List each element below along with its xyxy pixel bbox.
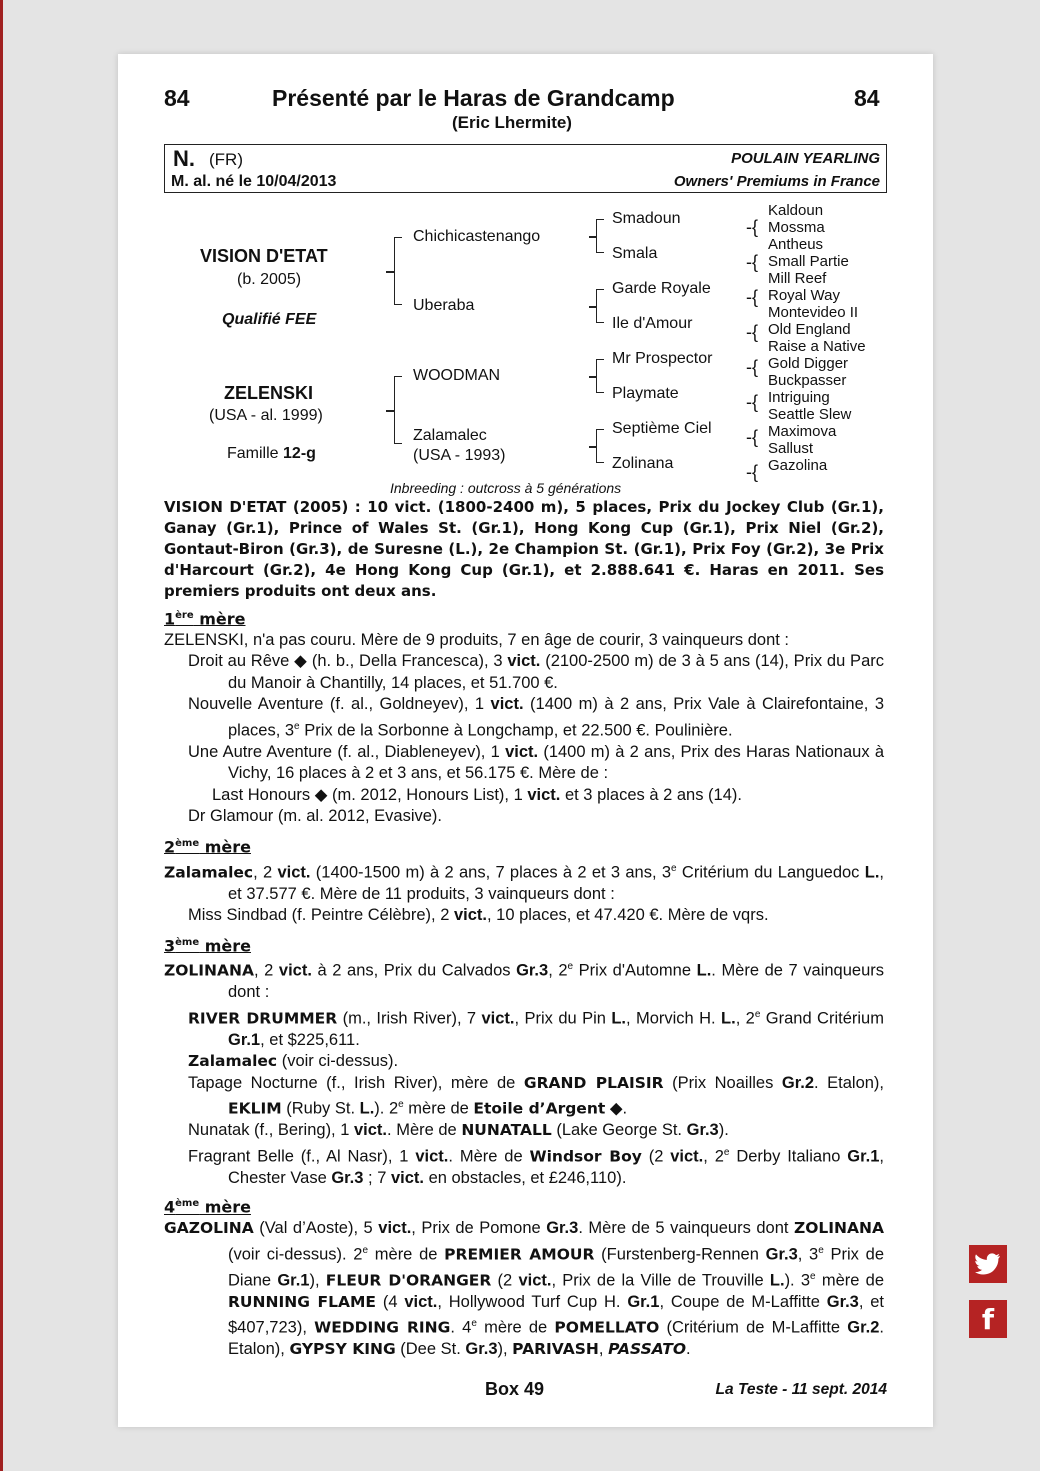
lot-number-left: 84	[164, 85, 190, 111]
facebook-icon: f	[981, 1303, 995, 1336]
gen4-1: Kaldoun	[768, 202, 824, 219]
gen4-4: Small Partie	[768, 253, 849, 270]
brace-g2-1	[596, 219, 604, 253]
gen4-3: Antheus	[768, 236, 824, 253]
dam-info: (USA - al. 1999)	[209, 407, 323, 424]
gen4-9: Raise a Native	[768, 338, 866, 355]
gen2-4: Zalamalec	[413, 427, 487, 444]
brace-g2-3	[596, 359, 604, 393]
gen4-5: Mill Reef	[768, 270, 827, 287]
gen2-1: Chichicastenango	[413, 228, 541, 245]
sire-summary: VISION D'ETAT (2005) : 10 vict. (1800-2400 m), 5 places, Prix du Jockey Club (Gr.1), Ganay (Gr.1), Prince of Wales St. (Gr.1), Hong Kong Cup (Gr.1), Prix Niel (Gr.2), Gontaut-Biron (Gr.3), de Suresne (L.), 2e Champion St. (Gr.1), Prix Foy (Gr.2), 3e Prix d'Harcourt (Gr.2), 4e Hong Kong Cup (Gr.1), et 2.888.641 €. Haras en 2011. Ses premiers produits ont deux ans.	[164, 498, 884, 600]
brace-g2-4-tick	[589, 446, 596, 448]
twitter-icon	[975, 1253, 1001, 1275]
gen4-10: Gold Digger	[768, 355, 849, 372]
section-1ere-mere: 1ère mère	[164, 609, 246, 629]
section-3eme-mere: 3ème mère	[164, 935, 251, 955]
horse-name: N.	[173, 146, 195, 171]
gen4-16: Gazolina	[768, 457, 828, 474]
family-label: Famille	[227, 445, 284, 462]
gen2-2: Uberaba	[413, 297, 475, 314]
section-2eme-mere: 2ème mère	[164, 837, 251, 857]
gen4-6: Royal Way	[768, 287, 840, 304]
catalogue-page	[118, 54, 933, 1427]
page-subtitle: (Eric Lhermite)	[452, 113, 572, 132]
horse-type: POULAIN YEARLING	[731, 150, 880, 167]
section-4eme-mere: 4ème mère	[164, 1197, 251, 1217]
brace-g2-4	[596, 429, 604, 463]
gen4-2: Mossma	[768, 219, 825, 236]
identity-box	[164, 144, 887, 193]
gen3-7: Septième Ciel	[612, 420, 712, 437]
gen4-7: Montevideo II	[768, 304, 859, 321]
brace-g2-1-tick	[589, 236, 596, 238]
brace-sire-tick	[386, 271, 394, 273]
gen3-6: Playmate	[612, 385, 679, 402]
gen4-12: Intriguing	[768, 389, 830, 406]
brace-g2-2-tick	[589, 306, 596, 308]
pedigree-narrative: 1ère mère ZELENSKI, n'a pas couru. Mère de 9 produits, 7 en âge de courir, 3 vainqueurs dont : Droit au Rêve ◆ (h. b., Della Francesca), 3 vict. (2100-2500 m) de 3 à 5 ans (14), Prix du Parc du Manoir à Chantilly, 14 places, et 51.700 €. Nouvelle Aventure (f. al., Goldneyev), 1 vict. (1400 m) à 2 ans, Prix Vale à Clairefontaine, 3 places, 3e Prix de la Sorbonne à Longchamp, et 22.500 €. Poulinière. Une Autre Aventure (f. al., Diableneyev), 1 vict. (1400 m) à 2 ans, Prix des Haras Nationaux à Vichy, 16 places à 2 et 3 ans, et 56.175 €. Mère de : Last Honours ◆ (m. 2012, Honours List), 1 vict. et 3 places à 2 ans (14). Dr Glamour (m. al. 2012, Evasive). 2ème mère Zalamalec, 2 vict. (1400-1500 m) à 2 ans, 7 places à 2 et 3 ans, 3e Critérium du Languedoc L., et 37.577 €. Mère de 11 produits, 3 vainqueurs dont : Miss Sindbad (f. Peintre Célèbre), 2 vict., 10 places, et 47.420 €. Mère de vqrs. 3ème mère ZOLINANA, 2 vict. à 2 ans, Prix du Calvados Gr.3, 2e Prix d'Automne L.. Mère de 7 vainqueurs dont : RIVER DRUMMER (m., Irish River), 7 vict., Prix du Pin L., Morvich H. L., 2e Grand Critérium Gr.1, et $225,611. Zalamalec (voir ci-dessus). Tapage Nocturne (f., Irish River), mère de GRAND PLAISIR (Prix Noailles Gr.2. Etalon), EKLIM (Ruby St. L.). 2e mère de Etoile d’Argent ◆. Nunatak (f., Bering), 1 vict.. Mère de NUNATALL (Lake George St. Gr.3). Fragrant Belle (f., Al Nasr), 1 vict.. Mère de Windsor Boy (2 vict., 2e Derby Italiano Gr.1, Chester Vase Gr.3 ; 7 vict. en obstacles, et £246,110). 4ème mère GAZOLINA (Val d’Aoste), 5 vict., Prix de Pomone Gr.3. Mère de 5 vainqueurs dont ZOLINANA (voir ci-dessus). 2e mère de PREMIER AMOUR (Furstenberg-Rennen Gr.3, 3e Prix de Diane Gr.1), FLEUR D'ORANGER (2 vict., Prix de la Ville de Trouville L.). 3e mère de RUNNING FLAME (4 vict., Hollywood Turf Cup H. Gr.1, Coupe de M-Laffitte Gr.3, et $407,723), WEDDING RING. 4e mère de POMELLATO (Critérium de M-Laffitte Gr.2. Etalon), GYPSY KING (Dee St. Gr.3), PARIVASH, PASSATO.	[164, 605, 884, 1361]
brace-dam	[394, 376, 402, 444]
sire-name: VISION D'ETAT	[200, 246, 328, 266]
gen2-4-info: (USA - 1993)	[413, 447, 506, 464]
twitter-button[interactable]	[969, 1245, 1007, 1283]
horse-country: (FR)	[209, 150, 243, 169]
gen2-3: WOODMAN	[413, 367, 501, 384]
gen4-15: Sallust	[768, 440, 814, 457]
brace-sire	[394, 237, 402, 305]
owners-premiums: Owners' Premiums in France	[673, 173, 880, 190]
brace-g2-2	[596, 289, 604, 323]
left-border-rule	[0, 0, 3, 1471]
gen4-13: Seattle Slew	[768, 406, 852, 423]
brace-dam-tick	[386, 410, 394, 412]
brace-g2-3-tick	[589, 376, 596, 378]
inbreeding-note: Inbreeding : outcross à 5 générations	[390, 480, 622, 496]
sale-info: La Teste - 11 sept. 2014	[715, 1381, 887, 1398]
gen4-11: Buckpasser	[768, 372, 847, 389]
horse-birth: M. al. né le 10/04/2013	[171, 173, 337, 190]
gen3-3: Garde Royale	[612, 280, 711, 297]
gen3-8: Zolinana	[612, 455, 674, 472]
dam-name: ZELENSKI	[224, 383, 314, 403]
dam-family	[227, 445, 316, 463]
gen3-2: Smala	[612, 245, 658, 262]
gen4-14: Maximova	[768, 423, 837, 440]
gen3-5: Mr Prospector	[612, 350, 713, 367]
family-value: 12-g	[283, 445, 316, 462]
page-title: Présenté par le Haras de Grandcamp	[272, 85, 675, 111]
box-number: Box 49	[485, 1379, 545, 1399]
gen4-braces: -{ -{ -{ -{ -{ -{ -{ -{	[746, 217, 759, 482]
sire-info: (b. 2005)	[237, 271, 302, 288]
sire-note: Qualifié FEE	[222, 311, 317, 328]
gen4-8: Old England	[768, 321, 851, 338]
gen4-list	[768, 202, 866, 474]
facebook-button[interactable]	[969, 1300, 1007, 1338]
lot-number-right: 84	[854, 85, 880, 111]
gen3-1: Smadoun	[612, 210, 681, 227]
gen3-4: Ile d'Amour	[612, 315, 693, 332]
